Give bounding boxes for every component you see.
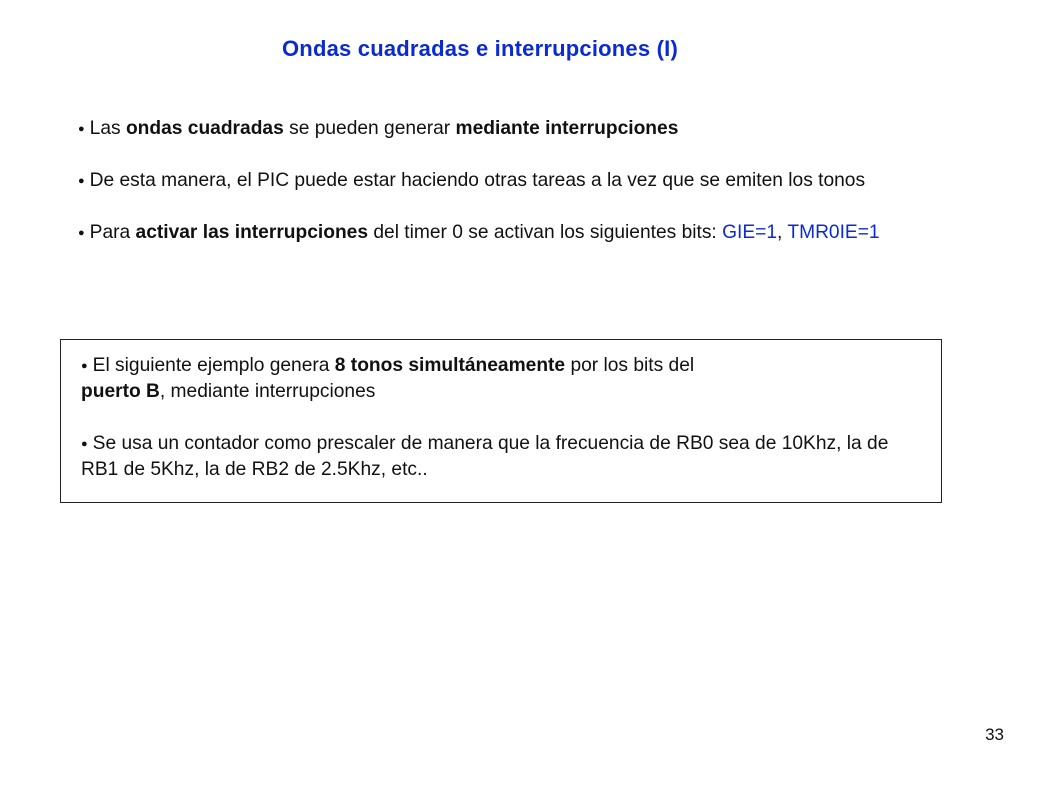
bullet-list <box>78 116 970 246</box>
page-number: 33 <box>985 725 1004 744</box>
bullet-dot-icon: ● <box>78 175 85 187</box>
bullet-item <box>78 116 970 142</box>
bullet-text-bold: puerto B <box>81 381 160 402</box>
bullet-text: , mediante interrupciones <box>159 381 376 402</box>
bullet-text: Las <box>89 118 126 139</box>
bullet-text: Se usa un contador como prescaler de manera que la frecuencia de RB0 sea de 10Khz, la de RB1 de 5Khz, la de RB2 de 2.5Khz, etc.. <box>81 433 889 480</box>
bullet-text-bold: 8 tonos simultáneamente <box>334 355 566 376</box>
box-bullet-item <box>81 353 921 405</box>
bullet-text: se pueden generar <box>283 118 456 139</box>
bullet-item <box>78 168 970 194</box>
bullet-text: Para <box>89 222 136 243</box>
bullet-item <box>78 220 970 246</box>
bullet-dot-icon: ● <box>81 360 88 372</box>
slide-title: Ondas cuadradas e interrupciones (I) <box>282 36 678 61</box>
bullet-text-bold: mediante interrupciones <box>455 118 679 139</box>
bullet-text: El siguiente ejemplo genera <box>92 355 335 376</box>
bullet-text-bold: ondas cuadradas <box>125 118 284 139</box>
example-box-content <box>81 353 921 483</box>
bullet-text: por los bits del <box>565 355 695 376</box>
bullet-dot-icon: ● <box>81 438 88 450</box>
register-bit-gie: GIE=1 <box>722 222 778 243</box>
bullet-text: , <box>777 222 788 243</box>
bullet-dot-icon: ● <box>78 227 85 239</box>
bullet-text-bold: activar las interrupciones <box>135 222 369 243</box>
example-box <box>60 339 942 503</box>
bullet-dot-icon: ● <box>78 123 85 135</box>
bullet-text: del timer 0 se activan los siguientes bits: <box>368 222 723 243</box>
bullet-text: De esta manera, el PIC puede estar haciendo otras tareas a la vez que se emiten los tonos <box>89 170 866 191</box>
box-bullet-item <box>81 431 921 483</box>
register-bit-tmr0ie: TMR0IE=1 <box>787 222 880 243</box>
